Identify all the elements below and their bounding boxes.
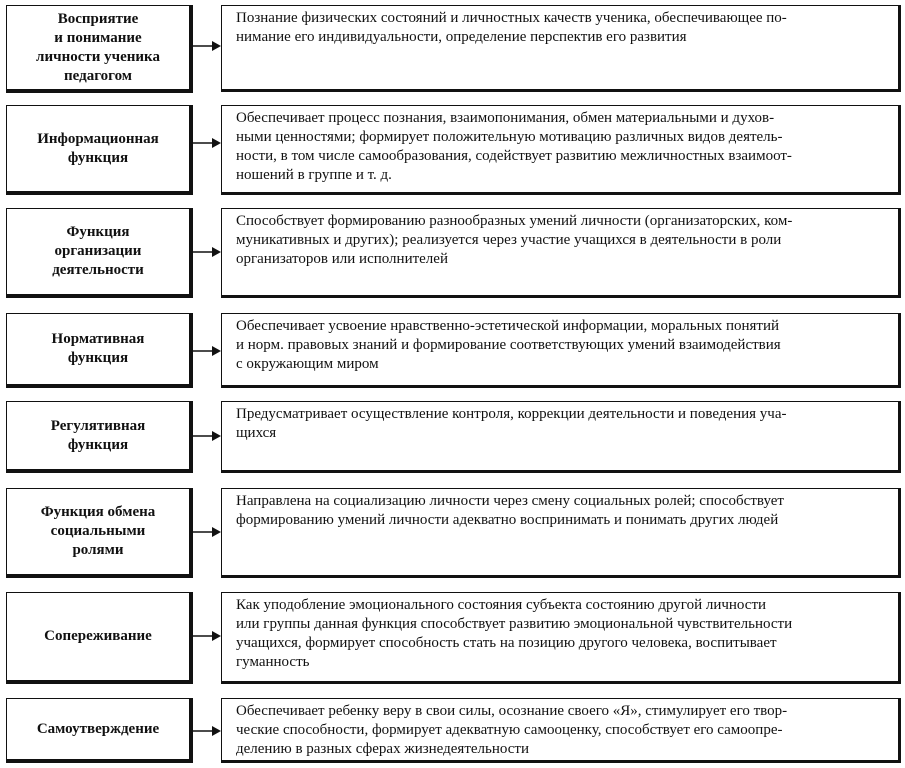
- description-box: [221, 698, 901, 763]
- function-box: [6, 488, 193, 578]
- function-box: [6, 698, 193, 763]
- arrow-right-icon: [193, 137, 221, 149]
- function-box: [6, 313, 193, 388]
- arrow-right-icon: [193, 725, 221, 737]
- description-box: [221, 488, 901, 578]
- description-text: Способствует формированию разнообразных умений личности (организаторских, ком- муникативных и других); реализуется через участие учащихся в деятельности в роли организаторов или исполнителей: [236, 213, 793, 267]
- arrow-right-icon: [193, 430, 221, 442]
- description-box: [221, 592, 901, 684]
- arrow-right-icon: [193, 630, 221, 642]
- function-box: [6, 5, 193, 93]
- function-box: [6, 105, 193, 195]
- description-box: [221, 313, 901, 388]
- function-label: Сопереживание: [44, 628, 152, 644]
- function-box: [6, 208, 193, 298]
- function-label: Информационная функция: [37, 130, 159, 166]
- arrow-right-icon: [193, 526, 221, 538]
- function-box: [6, 401, 193, 473]
- description-box: [221, 105, 901, 195]
- description-text: Как уподобление эмоционального состояния субъекта состоянию другой личности или группы данная функция способствует развитию эмоциональной чувствительности учащихся, формирует способность стать на позицию другого человека, воспитывает гуманность: [236, 597, 793, 670]
- description-text: Познание физических состояний и личностных качеств ученика, обеспечивающее по- нимание его индивидуальности, определение перспектив его развития: [236, 10, 787, 45]
- description-text: Обеспечивает процесс познания, взаимопонимания, обмен материальными и духов- ными ценностями; формирует положительную мотивацию различных видов деятель- ности, в том числе самообразования, содействует развитию межличностных взаимоот- ношений в группе и т. д.: [236, 110, 792, 183]
- description-text: Обеспечивает ребенку веру в свои силы, осознание своего «Я», стимулирует его твор- ческие способности, формирует адекватную самооценку, способствует его самоопре- делению в разных сферах жизнедеятельности: [236, 703, 788, 757]
- function-label: Регулятивная функция: [50, 417, 146, 453]
- function-label: Восприятие и понимание личности ученика педагогом: [36, 10, 160, 84]
- function-label: Функция организации деятельности: [52, 224, 144, 278]
- function-box: [6, 592, 193, 684]
- arrow-right-icon: [193, 40, 221, 52]
- description-text: Предусматривает осуществление контроля, коррекции деятельности и поведения уча- щихся: [236, 406, 787, 441]
- description-box: [221, 208, 901, 298]
- description-text: Направлена на социализацию личности через смену социальных ролей; способствует формированию умений личности адекватно воспринимать и понимать других людей: [236, 493, 784, 528]
- description-box: [221, 401, 901, 473]
- description-box: [221, 5, 901, 92]
- description-text: Обеспечивает усвоение нравственно-эстетической информации, моральных понятий и норм. правовых знаний и формирование соответствующих умений взаимодействия с окружающим миром: [236, 318, 781, 372]
- function-label: Функция обмена социальными ролями: [40, 504, 156, 558]
- function-label: Самоутверждение: [36, 720, 160, 737]
- function-label: Нормативная функция: [51, 331, 145, 366]
- arrow-right-icon: [193, 345, 221, 357]
- arrow-right-icon: [193, 246, 221, 258]
